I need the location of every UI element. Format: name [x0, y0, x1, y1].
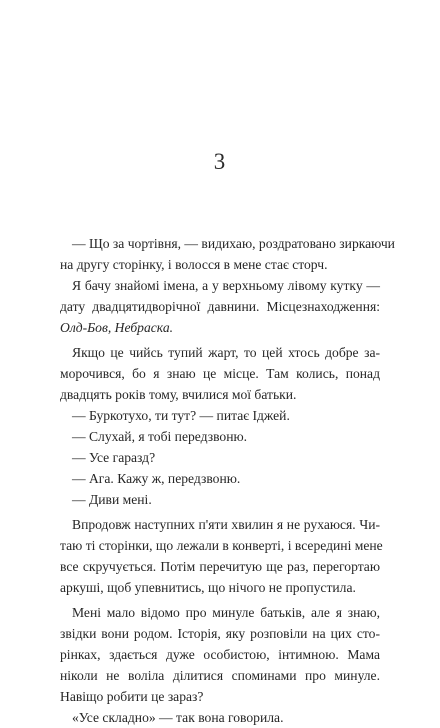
text-line: Навіщо робити це зараз? — [60, 689, 204, 704]
text-line: таю ті сторінки, що лежали в конверті, і всередині мене — [60, 538, 383, 553]
text-line: Якщо це чийсь тупий жарт, то цей хтось добре за- — [72, 345, 380, 360]
text-line: морочився, бо я знаю це місце. Там колись, понад — [60, 366, 380, 381]
body-text — [60, 233, 395, 728]
text-line: Я бачу знайомі імена, а у верхньому лівому кутку — — [72, 278, 380, 293]
text-line: дату двадцятидворічної давнини. Місцезнаходження: — [60, 299, 380, 314]
dialogue-line: — Слухай, я тобі передзвоню. — [72, 429, 248, 444]
text-line: звідки вони родом. Історія, яку розповіли на цих сто- — [60, 626, 380, 641]
text-line: рінках, здається дуже особистою, інтимною. Мама — [60, 647, 380, 662]
dialogue-line: — Ага. Кажу ж, передзвоню. — [72, 471, 241, 486]
text-line-italic: Олд-Бов, Небраска. — [60, 320, 174, 335]
text-line: «Усе складно» — так вона говорила. — [72, 710, 284, 725]
dialogue-line: — Усе гаразд? — [72, 450, 156, 465]
text-line: — Що за чортівня, — видихаю, роздратовано зиркаючи — [72, 236, 395, 251]
dialogue-line: — Буркотухо, ти тут? — питає Іджей. — [72, 408, 290, 423]
text-line: двадцять років тому, вчилися мої батьки. — [60, 387, 297, 402]
text-line: ніколи не воліла ділитися споминами про минуле. — [60, 668, 380, 683]
dialogue-line: — Диви мені. — [72, 492, 152, 507]
text-line: все скручується. Потім перечитую ще раз, перегортаю — [60, 559, 380, 574]
text-line: Мені мало відомо про минуле батьків, але я знаю, — [72, 605, 380, 620]
text-line: Впродовж наступних п'яти хвилин я не рухаюся. Чи- — [72, 517, 380, 532]
text-line: на другу сторінку, і волосся в мене стає сторч. — [60, 257, 328, 272]
chapter-number: 3 — [213, 149, 227, 174]
text-line: аркуші, щоб упевнитись, що нічого не пропустила. — [60, 580, 356, 595]
